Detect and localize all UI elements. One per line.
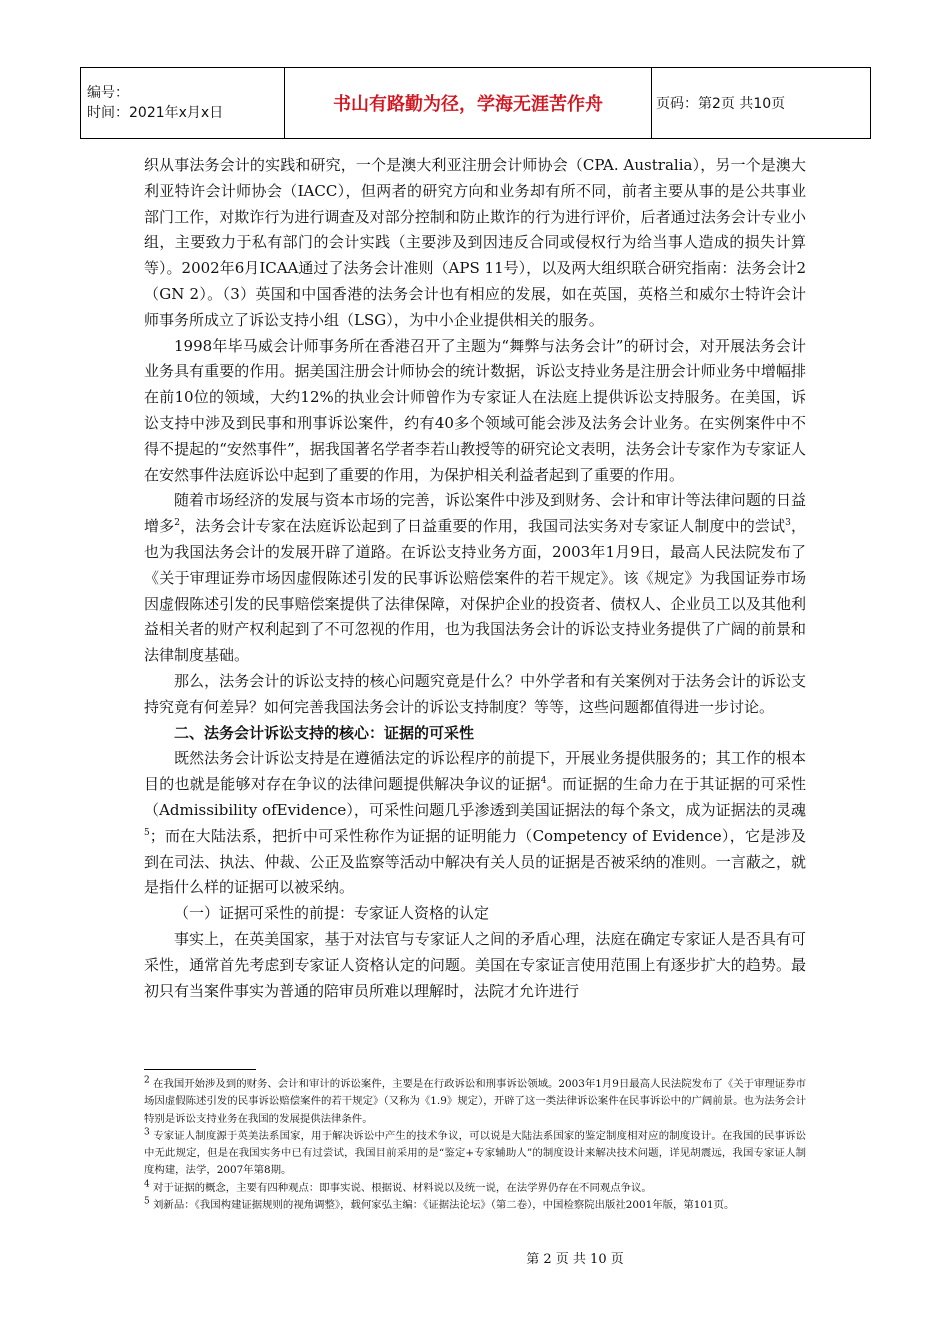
document-header bbox=[80, 67, 871, 139]
footnote-text: 刘新品：《我国构建证据规则的视角调整》，载何家弘主编：《证据法论坛》（第二卷），中国检察院出版社2001年版，第101页。 bbox=[153, 1199, 735, 1212]
serial-number-label: 编号： bbox=[87, 85, 129, 101]
footnote-text: 专家证人制度源于英美法系国家，用于解决诉讼中产生的技术争议，可以说是大陆法系国家的鉴定制度相对应的制度设计。在我国的民事诉讼中无此规定，但是在我国实务中已有过尝试，我国目前采用的是“鉴定+专家辅助人”的制度设计来解决技术问题，详见胡震远，我国专家证人制度构建，法学，2007年第8期。 bbox=[144, 1129, 806, 1177]
paragraph-text: 。而证据的生命力在于其证据的可采性（Admissibility ofEvidence），可采性问题几乎渗透到美国证据法的每个条文，成为证据法的灵魂 bbox=[144, 775, 806, 819]
footnote-ref[interactable]: 2 bbox=[174, 518, 180, 529]
paragraph: 那么，法务会计的诉讼支持的核心问题究竟是什么？中外学者和有关案例对于法务会计的诉讼支持究竟有何差异？如何完善我国法务会计的诉讼支持制度？等等，这些问题都值得进一步讨论。 bbox=[144, 671, 806, 716]
body-text bbox=[144, 153, 806, 1004]
footnote-number: 5 bbox=[144, 1196, 150, 1207]
footnote-number: 4 bbox=[144, 1179, 150, 1190]
footer-page-number: 第 2 页 共 10 页 bbox=[526, 1252, 624, 1267]
footnotes bbox=[144, 1076, 806, 1214]
footnote bbox=[144, 1076, 806, 1128]
footnote bbox=[144, 1197, 806, 1214]
date-label: 时间：2021年x月x日 bbox=[87, 105, 224, 121]
paragraph bbox=[144, 488, 806, 669]
page-footer bbox=[0, 1248, 950, 1267]
paragraph-text: 既然法务会计诉讼支持是在遵循法定的诉讼程序的前提下，开展业务提供服务的；其工作的根本目的也就是能够对存在争议的法律问题提供解决争议的证据 bbox=[144, 749, 806, 794]
header-page-info: 页码：第2页 共10页 bbox=[652, 68, 871, 139]
footnote-ref[interactable]: 5 bbox=[144, 827, 150, 838]
header-meta bbox=[81, 68, 285, 139]
paragraph-text: ，也为我国法务会计的发展开辟了道路。在诉讼支持业务方面，2003年1月9日，最高人民法院发布了《关于审理证券市场因虚假陈述引发的民事诉讼赔偿案件的若干规定》。该《规定》为我国证券市场因虚假陈述引发的民事赔偿案提供了法律保障，对保护企业的投资者、债权人、企业员工以及其他利益相关者的财产权利起到了不可忽视的作用，也为我国法务会计的诉讼支持业务提供了广阔的前景和法律制度基础。 bbox=[144, 517, 806, 665]
footnote-number: 2 bbox=[144, 1075, 150, 1086]
footnote bbox=[144, 1180, 806, 1197]
paragraph-text: ，法务会计专家在法庭诉讼起到了日益重要的作用，我国司法实务对专家证人制度中的尝试 bbox=[179, 517, 786, 536]
paragraph: 织从事法务会计的实践和研究，一个是澳大利亚注册会计师协会（CPA. Australia），另一个是澳大利亚特许会计师协会（IACC），但两者的研究方向和业务却有所不同，前者主要从事的是公共事业部门工作，对欺诈行为进行调查及对部分控制和防止欺诈的行为进行评价，后者通过法务会计专业小组，主要致力于私有部门的会计实践（主要涉及到因违反合同或侵权行为给当事人造成的损失计算等）。2002年6月ICAA通过了法务会计准则（APS 11号），以及两大组织联合研究指南：法务会计2（GN 2）。（3）英国和中国香港的法务会计也有相应的发展，如在英国，英格兰和威尔士特许会计师事务所成立了诉讼支持小组（LSG），为中小企业提供相关的服务。 bbox=[144, 156, 806, 329]
paragraph: 事实上，在英美国家，基于对法官与专家证人之间的矛盾心理，法庭在确定专家证人是否具有可采性，通常首先考虑到专家证人资格认定的问题。美国在专家证言使用范围上有逐步扩大的趋势。最初只有当案件事实为普通的陪审员所难以理解时，法院才允许进行 bbox=[144, 929, 806, 1000]
footnote-number: 3 bbox=[144, 1127, 150, 1138]
footnote-separator bbox=[144, 1069, 256, 1070]
paragraph bbox=[144, 746, 806, 901]
footnote-ref[interactable]: 3 bbox=[785, 518, 791, 529]
section-heading: 二、法务会计诉讼支持的核心：证据的可采性 bbox=[174, 723, 475, 742]
footnote bbox=[144, 1128, 806, 1180]
paragraph: 1998年毕马威会计师事务所在香港召开了主题为“舞弊与法务会计”的研讨会，对开展法务会计业务具有重要的作用。据美国注册会计师协会的统计数据，诉讼支持业务是注册会计师业务中增幅排在前10位的领域，大约12%的执业会计师曾作为专家证人在法庭上提供诉讼支持服务。在美国，诉讼支持中涉及到民事和刑事诉讼案件，约有40多个领域可能会涉及法务会计业务。在实例案件中不得不提起的“安然事件”，据我国著名学者李若山教授等的研究论文表明，法务会计专家作为专家证人在安然事件法庭诉讼中起到了重要的作用，为保护相关利益者起到了重要的作用。 bbox=[144, 336, 806, 484]
footnote-ref[interactable]: 4 bbox=[540, 776, 547, 787]
header-motto: 书山有路勤为径，学海无涯苦作舟 bbox=[285, 68, 652, 139]
subsection-heading: （一）证据可采性的前提：专家证人资格的认定 bbox=[174, 904, 490, 923]
paragraph-text: ；而在大陆法系，把折中可采性称作为证据的证明能力（Competency of Evidence），它是涉及到在司法、执法、仲裁、公正及监察等活动中解决有关人员的证据是否被采纳的准则。一言蔽之，就是指什么样的证据可以被采纳。 bbox=[144, 826, 806, 897]
footnote-text: 对于证据的概念，主要有四种观点：即事实说、根据说、材料说以及统一说，在法学界仍存在不同观点争议。 bbox=[153, 1181, 652, 1194]
footnote-text: 在我国开始涉及到的财务、会计和审计的诉讼案件，主要是在行政诉讼和刑事诉讼领域。2003年1月9日最高人民法院发布了《关于审理证券市场因虚假陈述引发的民事诉讼赔偿案件的若干规定》（又称为《1.9》规定），开辟了这一类法律诉讼案件在民事诉讼中的广阔前景。也为法务会计特别是诉讼支持业务在我国的发展提供法律条件。 bbox=[144, 1078, 806, 1125]
paragraph-text: 随着市场经济的发展与资本市场的完善，诉讼案件中涉及到财务、会计和审计等法律问题的日益增多 bbox=[144, 491, 806, 536]
